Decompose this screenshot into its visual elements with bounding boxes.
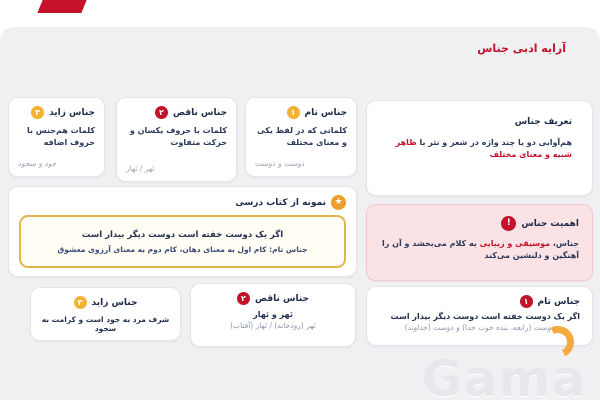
importance-body-end: به کلام می‌بخشد و آن را آهنگین و دلنشین می‌کند — [381, 239, 579, 261]
number-badge-icon: ۳ — [74, 296, 87, 309]
importance-body — [380, 238, 579, 263]
importance-body-start: جناس، — [550, 239, 579, 248]
card-body: کلمات با حروف یکسان و حرکت متفاوت — [129, 126, 227, 148]
page-title: آرایه ادبی جناس — [477, 42, 566, 55]
card-jenas-naqes — [116, 97, 237, 182]
definition-card — [366, 100, 593, 196]
number-badge-icon: ۳ — [31, 106, 44, 119]
card-example: دوست و دوست — [255, 159, 305, 168]
card-heading: جناس زاید — [91, 297, 138, 308]
card-heading: جناس تام — [304, 107, 347, 118]
card-header — [255, 106, 347, 119]
importance-card — [366, 204, 593, 281]
example-header — [19, 195, 346, 210]
card-verse: شرف مرد به جود است و کرامت به سجود — [41, 315, 170, 333]
card-sub: دوست (رابعه، بنده خوب خدا) و دوست (خداوند) — [404, 323, 555, 332]
number-badge-icon: ۲ — [155, 106, 168, 119]
card-words: نَهر و نَهار — [253, 310, 293, 319]
card-jenas-tam — [245, 97, 357, 177]
card-body: کلمات هم‌جنس با حروف اضافه — [26, 126, 95, 148]
definition-body-highlight: ظاهر شبیه و معنای مختلف — [395, 138, 572, 160]
example-analysis: جناس تام: کام اول به معنای دهان، کام دوم به معنای آرزوی معشوق — [57, 244, 308, 254]
card-heading: جناس ناقص — [254, 293, 310, 304]
card-heading: جناس ناقص — [172, 107, 227, 118]
card-jenas-naqes-example — [190, 283, 356, 347]
example-box — [19, 215, 346, 268]
example-heading: نمونه از کتاب درسی — [235, 197, 326, 208]
gama-watermark: Gama — [421, 350, 586, 408]
card-body: کلماتی که در لفظ یکی و معنای مختلف — [257, 126, 347, 148]
example-verse: اگر یک دوست خفته است دوست دیگر بیدار است — [81, 229, 284, 240]
number-badge-icon: ۱ — [287, 106, 300, 119]
corner-ribbon — [37, 0, 86, 13]
importance-body-highlight: موسیقی و زیبایی — [479, 239, 551, 248]
card-header — [201, 292, 345, 305]
card-example: جود و سجود — [18, 159, 57, 168]
card-heading: جناس زاید — [49, 107, 95, 118]
card-example: نَهر / نَهار — [126, 164, 155, 173]
importance-heading: اهمیت جناس — [521, 218, 579, 229]
card-header — [126, 106, 227, 119]
textbook-example-card — [8, 186, 357, 277]
card-header — [40, 296, 171, 309]
star-badge-icon: ★ — [331, 195, 346, 210]
definition-body-text: هم‌آوایی دو یا چند واژه در شعر و نثر با — [416, 138, 572, 147]
exclamation-badge-icon: ! — [501, 216, 516, 231]
number-badge-icon: ۲ — [237, 292, 250, 305]
card-header — [18, 106, 95, 119]
importance-header — [380, 216, 579, 231]
card-sub: نَهر (رودخانه) / نَهار (آفتاب) — [230, 321, 316, 330]
card-header — [379, 295, 580, 308]
card-jenas-zayed-example — [30, 287, 181, 341]
card-jenas-zayed — [8, 97, 105, 177]
definition-heading: تعریف جناس — [514, 117, 572, 127]
number-badge-icon: ۱ — [520, 295, 533, 308]
definition-body — [387, 137, 572, 162]
card-verse: اگر یک دوست خفته است دوست دیگر بیدار است — [390, 312, 580, 321]
card-heading: جناس تام — [537, 296, 580, 307]
